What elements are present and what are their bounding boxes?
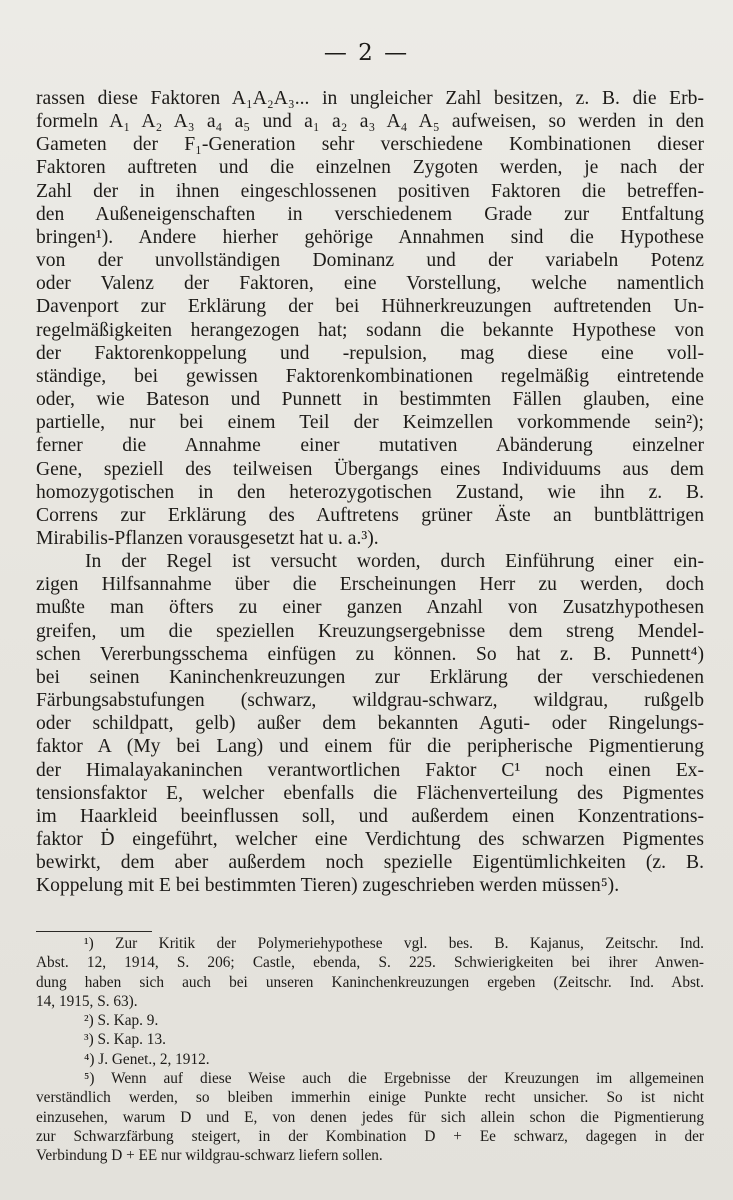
text-line: Färbungsabstufungen (schwarz, wildgrau-schwarz, wildgrau, rußgelb xyxy=(36,690,704,712)
text-line: Koppelung mit E bei bestimmten Tieren) zugeschrieben werden müssen⁵). xyxy=(36,875,620,897)
text-line: mußte man öfters zu einer ganzen Anzahl von Zusatzhypothesen xyxy=(36,597,704,619)
footnote-line: Abst. 12, 1914, S. 206; Castle, ebenda, S. 225. Schwierigkeiten bei ihrer Anwen- xyxy=(36,954,704,972)
footnote-4 xyxy=(36,1050,704,1069)
text-line: Mirabilis-Pflanzen vorausgesetzt hat u. a.³). xyxy=(36,527,379,549)
text-line: der Himalayakaninchen verantwortlichen Faktor C¹ noch einen Ex- xyxy=(36,759,704,781)
text-line: tensionsfaktor E, welcher ebenfalls die Flächenverteilung des Pigmentes xyxy=(36,782,704,804)
footnote-line: 14, 1915, S. 63). xyxy=(36,992,138,1010)
text-line: Zahl der in ihnen eingeschlossenen positiven Faktoren die betreffen- xyxy=(36,180,704,202)
text-line: faktor Ḋ eingeführt, welcher eine Verdichtung des schwarzen Pigmentes xyxy=(36,829,704,850)
footnote-1 xyxy=(36,934,704,1011)
page-number: — 2 — xyxy=(323,40,410,66)
text-line: bewirkt, dem aber außerdem noch spezielle Eigentümlichkeiten (z. B. xyxy=(36,852,704,874)
paragraph-2 xyxy=(36,550,704,897)
footnote-line: ¹) Zur Kritik der Polymeriehypothese vgl. bes. B. Kajanus, Zeitschr. Ind. xyxy=(84,935,704,952)
text-line: faktor A (My bei Lang) und einem für die peripherische Pigmentierung xyxy=(36,736,704,758)
footnote-line: Verbindung D + EE nur wildgrau-schwarz liefern sollen. xyxy=(36,1147,383,1165)
text-line: Gene, speziell des teilweisen Übergangs eines Individuums aus dem xyxy=(36,458,704,480)
text-line: im Haarkleid beeinflussen soll, und außerdem einen Konzentrations- xyxy=(36,805,704,827)
text-line: den Außeneigenschaften in verschiedenem Grade zur Entfaltung xyxy=(36,203,704,225)
text-line: bringen¹). Andere hierher gehörige Annahmen sind die Hypothese xyxy=(36,226,704,248)
text-line: von der unvollständigen Dominanz und der variabeln Potenz xyxy=(36,250,704,272)
footnote-line: verständlich werden, so bleiben immerhin einige Punkte recht unsicher. So ist nicht xyxy=(36,1089,704,1107)
text-line: Gameten der F₁-Generation sehr verschiedene Kombinationen dieser xyxy=(36,134,704,156)
text-line: oder, wie Bateson und Punnett in bestimmten Fällen glauben, eine xyxy=(36,389,704,411)
text-line: rassen diese Faktoren A₁A₂A₃... in ungleicher Zahl besitzen, z. B. die Erb- xyxy=(36,88,704,109)
footnote-3 xyxy=(36,1030,704,1049)
footnote-line: dung haben sich auch bei unseren Kaninchenkreuzungen ergeben (Zeitschr. Ind. Abst. xyxy=(36,973,704,991)
text-line: formeln A₁ A₂ A₃ a₄ a₅ und a₁ a₂ a₃ A₄ A₅ aufweisen, so werden in den xyxy=(36,111,704,133)
footnote-line: ³) S. Kap. 13. xyxy=(84,1031,166,1049)
text-line: regelmäßigkeiten herangezogen hat; sodann die bekannte Hypothese von xyxy=(36,319,704,341)
text-line: Faktoren auftreten und die einzelnen Zygoten werden, je nach der xyxy=(36,157,704,179)
footnotes xyxy=(36,934,704,1166)
text-line: zigen Hilfsannahme über die Erscheinungen Herr zu werden, doch xyxy=(36,574,704,596)
text-line: homozygotischen in den heterozygotischen Zustand, wie ihn z. B. xyxy=(36,481,704,503)
text-line: bei seinen Kaninchenkreuzungen zur Erklärung der verschiedenen xyxy=(36,666,704,688)
footnote-line: ⁴) J. Genet., 2, 1912. xyxy=(84,1050,210,1068)
text-line: oder Valenz der Faktoren, eine Vorstellung, welche namentlich xyxy=(36,273,704,295)
text-line: ständige, bei gewissen Faktorenkombinationen regelmäßig eintretende xyxy=(36,365,704,387)
text-line: greifen, um die speziellen Kreuzungsergebnisse dem streng Mendel- xyxy=(36,620,704,642)
text-line: In der Regel ist versucht worden, durch Einführung einer ein- xyxy=(85,551,704,573)
footnote-divider xyxy=(36,931,152,932)
text-line: Davenport zur Erklärung der bei Hühnerkreuzungen auftretenden Un- xyxy=(36,296,704,318)
footnote-2 xyxy=(36,1011,704,1030)
paragraph-1 xyxy=(36,87,704,550)
footnote-line: ²) S. Kap. 9. xyxy=(84,1012,159,1030)
text-line: der Faktorenkoppelung und -repulsion, mag diese eine voll- xyxy=(36,342,704,364)
text-line: partielle, nur bei einem Teil der Keimzellen vorkommende sein²); xyxy=(36,412,704,434)
text-line: ferner die Annahme einer mutativen Abänderung einzelner xyxy=(36,435,704,457)
text-line: oder schildpatt, gelb) außer dem bekannten Aguti- oder Ringelungs- xyxy=(36,713,704,735)
text-line: schen Vererbungsschema einfügen zu können. So hat z. B. Punnett⁴) xyxy=(36,643,704,665)
text-line: Correns zur Erklärung des Auftretens grüner Äste an buntblättrigen xyxy=(36,504,704,526)
footnote-line: einzusehen, warum D und E, von denen jedes für sich allein schon die Pigmentierung xyxy=(36,1108,704,1126)
body-text xyxy=(36,87,704,897)
footnote-line: ⁵) Wenn auf diese Weise auch die Ergebnisse der Kreuzungen im allgemeinen xyxy=(84,1070,704,1088)
footnote-5 xyxy=(36,1069,704,1165)
footnote-line: zur Schwarzfärbung steigert, in der Kombination D + Ee schwarz, dagegen in der xyxy=(36,1127,704,1145)
